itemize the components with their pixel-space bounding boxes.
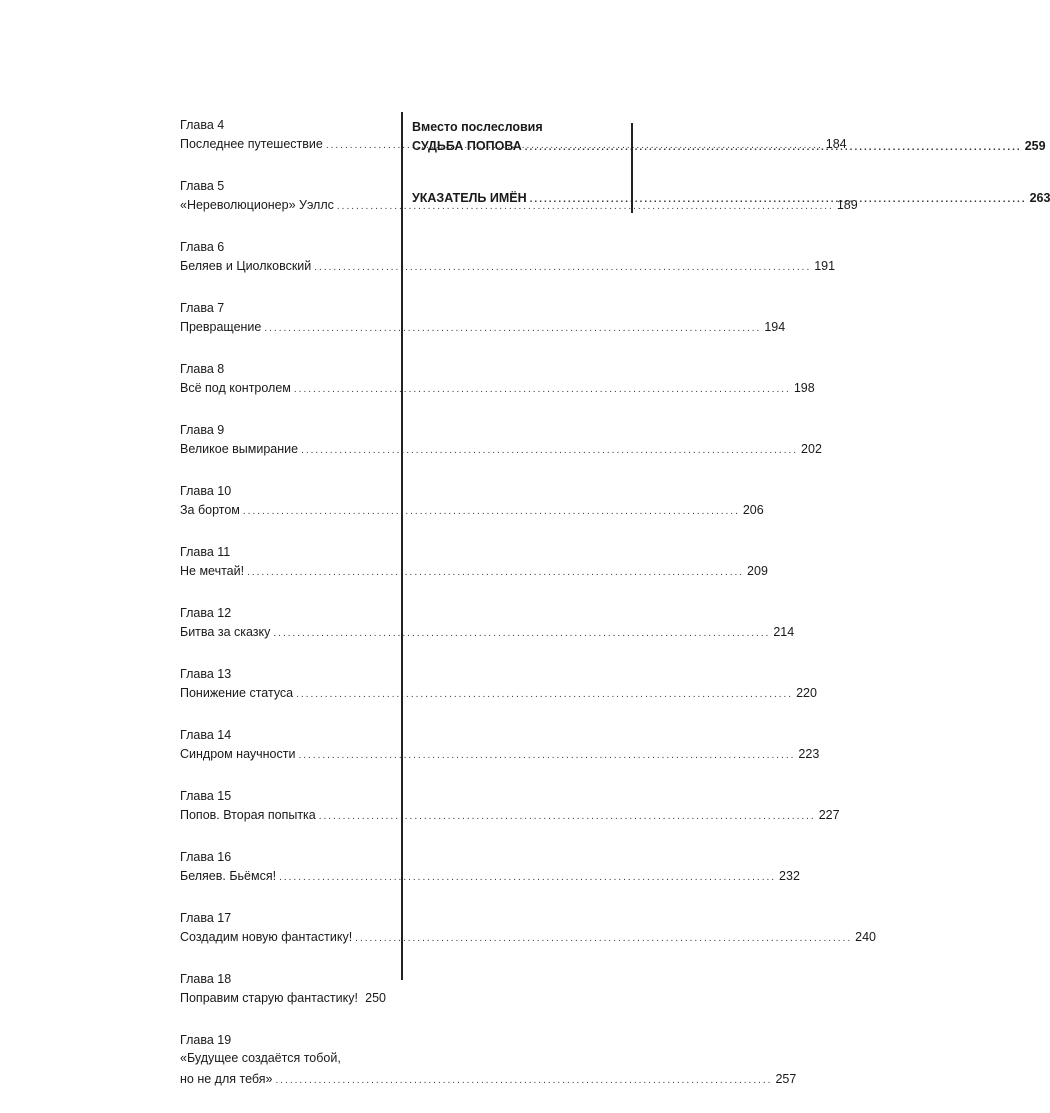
chapter-title: Поправим старую фантастику! <box>180 991 358 1005</box>
chapter-page-number: 257 <box>775 1072 797 1086</box>
chapter-page-number: 206 <box>742 503 764 517</box>
chapter-label: Глава 7 <box>180 301 225 315</box>
chapter-line <box>180 682 817 704</box>
dot-leader <box>314 257 811 279</box>
chapter-title: Превращение <box>180 320 262 334</box>
chapter-line <box>180 743 820 765</box>
column-divider <box>401 112 403 980</box>
toc-entry <box>180 544 768 582</box>
chapter-label: Глава 4 <box>180 118 225 132</box>
chapter-label: Глава 10 <box>180 484 232 498</box>
toc-entry <box>180 910 876 948</box>
dot-leader <box>243 501 740 523</box>
chapter-title-line-2: но не для тебя» <box>180 1072 273 1086</box>
toc-entry <box>180 971 386 1009</box>
chapter-title: Беляев и Циолковский <box>180 259 312 273</box>
dot-leader <box>296 684 793 706</box>
chapter-page-number: 184 <box>825 137 847 151</box>
chapter-title: Попов. Вторая попытка <box>180 808 316 822</box>
dot-leader <box>276 1070 773 1092</box>
chapter-line <box>180 926 876 948</box>
toc-entry <box>180 788 840 826</box>
toc-entry-last <box>180 1032 797 1090</box>
chapter-title: Синдром научности <box>180 747 296 761</box>
chapter-label: Глава 16 <box>180 850 232 864</box>
chapter-line <box>180 804 840 826</box>
spacer <box>412 157 619 187</box>
chapter-page-number: 191 <box>814 259 836 273</box>
chapter-page-number: 189 <box>836 198 858 212</box>
toc-entry <box>180 239 836 277</box>
chapter-title: Битва за сказку <box>180 625 271 639</box>
toc-entry <box>180 422 822 460</box>
chapter-page-number: 250 <box>365 991 386 1005</box>
chapter-title: Не мечтай! <box>180 564 245 578</box>
afterword-title: СУДЬБА ПОПОВА <box>412 139 522 153</box>
dot-leader <box>298 745 795 767</box>
chapter-page-number: 198 <box>793 381 815 395</box>
toc-entry <box>180 666 817 704</box>
dot-leader <box>294 379 791 401</box>
chapter-title: Создадим новую фантастику! <box>180 930 353 944</box>
dot-leader <box>247 562 744 584</box>
chapter-page-number: 209 <box>747 564 768 578</box>
toc-entry <box>180 300 786 338</box>
chapter-page-number: 227 <box>818 808 840 822</box>
chapter-line <box>180 499 764 521</box>
chapter-line <box>180 438 822 460</box>
chapter-title: Последнее путешествие <box>180 137 323 151</box>
chapter-page-number: 194 <box>764 320 786 334</box>
chapter-label: Глава 13 <box>180 667 232 681</box>
toc-entry <box>180 483 764 521</box>
chapter-page-number: 220 <box>796 686 817 700</box>
chapter-title: «Нереволюционер» Уэллс <box>180 198 334 212</box>
toc-entry <box>180 849 800 887</box>
chapter-label: Глава 9 <box>180 423 225 437</box>
index-page-number: 263 <box>1029 191 1050 205</box>
afterword-heading: Вместо послесловия <box>412 120 543 134</box>
chapter-line <box>180 865 800 887</box>
chapter-title: Всё под контролем <box>180 381 291 395</box>
chapter-page-number: 202 <box>801 442 822 456</box>
chapter-label: Глава 19 <box>180 1033 232 1047</box>
chapter-title: За бортом <box>180 503 240 517</box>
dot-leader <box>530 189 1027 211</box>
chapter-line <box>180 987 386 1009</box>
chapter-label: Глава 11 <box>180 545 231 559</box>
chapter-label: Глава 14 <box>180 728 232 742</box>
chapter-line <box>180 1068 797 1090</box>
chapter-title: Великое вымирание <box>180 442 299 456</box>
dot-leader <box>264 318 761 340</box>
chapter-title: Понижение статуса <box>180 686 294 700</box>
chapter-label: Глава 17 <box>180 911 232 925</box>
chapter-page-number: 232 <box>779 869 800 883</box>
chapter-label: Глава 6 <box>180 240 225 254</box>
chapter-page-number: 214 <box>773 625 795 639</box>
index-title: УКАЗАТЕЛЬ ИМЁН <box>412 191 527 205</box>
chapter-page-number: 223 <box>798 747 820 761</box>
chapter-label: Глава 5 <box>180 179 225 193</box>
chapter-label: Глава 8 <box>180 362 225 376</box>
chapter-label: Глава 18 <box>180 972 232 986</box>
chapter-title-line-1: «Будущее создаётся тобой, <box>180 1051 341 1065</box>
afterword-page-number: 259 <box>1024 139 1046 153</box>
dot-leader <box>301 440 798 462</box>
toc-entry <box>180 605 795 643</box>
dot-leader <box>361 989 362 1011</box>
chapter-title: Беляев. Бьёмся! <box>180 869 277 883</box>
chapter-line <box>180 377 815 399</box>
chapter-line <box>180 621 795 643</box>
right-column-divider <box>631 123 633 213</box>
dot-leader <box>273 623 770 645</box>
dot-leader <box>355 928 852 950</box>
chapter-label: Глава 15 <box>180 789 232 803</box>
chapter-line <box>180 560 768 582</box>
dot-leader <box>319 806 816 828</box>
chapter-page-number: 240 <box>855 930 876 944</box>
toc-entry <box>180 727 820 765</box>
dot-leader <box>279 867 776 889</box>
toc-entry <box>180 361 815 399</box>
dot-leader <box>525 137 1022 159</box>
chapter-label: Глава 12 <box>180 606 232 620</box>
chapter-line <box>180 316 786 338</box>
chapter-line <box>180 255 836 277</box>
